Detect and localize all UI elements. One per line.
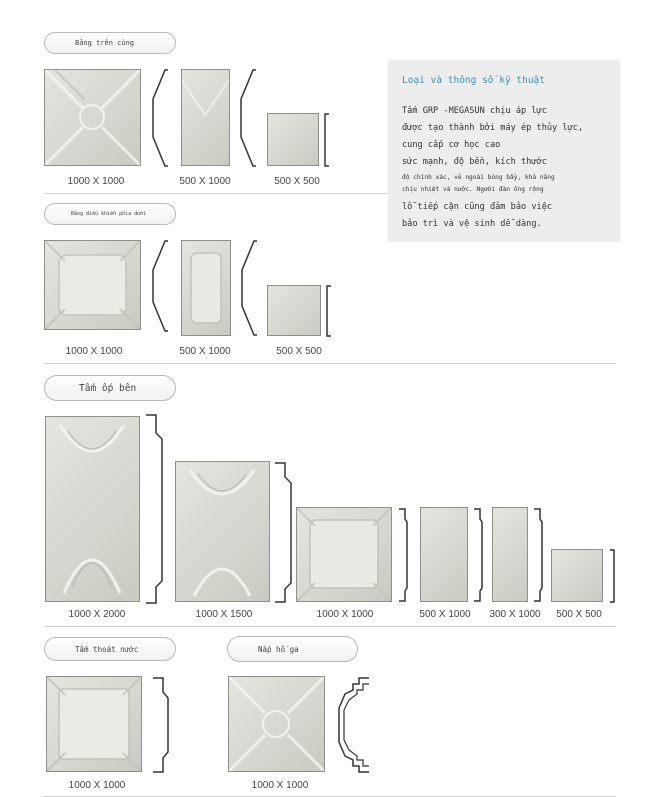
side-panel-300x1000-image [492, 507, 528, 602]
side-panel-500-profile [472, 507, 484, 603]
size-label: 1000 X 2000 [68, 609, 126, 620]
manhole-cover-profile [333, 676, 373, 774]
size-label: 1000 X 1000 [67, 176, 125, 187]
top-panel-500x1000-image [181, 69, 230, 166]
top-panel-1000x1000-image [44, 69, 141, 166]
specifications-box [388, 60, 620, 242]
spec-line: được tạo thành bởi máy ép thủy lực, [402, 123, 584, 133]
top-panel-500-profile [237, 69, 259, 167]
top-panel-500x500-image [267, 113, 319, 166]
size-label: 300 X 1000 [489, 609, 541, 620]
section-title-manhole-cover [227, 636, 358, 662]
manhole-cover-1000x1000-image [228, 676, 325, 772]
section-title-side-panel-text: Tấm ốp bên [79, 382, 137, 394]
side-panel-1000x2000-image [45, 416, 140, 602]
size-label: 1000 X 1500 [195, 609, 253, 620]
section-title-bottom-panel-text: Bảng điều khiển phía dưới [71, 211, 147, 217]
bottom-panel-500-profile [238, 240, 260, 336]
bottom-panel-500x500-profile [325, 285, 333, 337]
section-title-top-panel-text: Bảng trên cùng [75, 39, 135, 47]
size-label: 500 X 500 [556, 609, 602, 620]
size-label: 1000 X 1000 [251, 780, 309, 791]
section-title-drain-panel [44, 637, 176, 661]
spec-line: cung cấp cơ học cao [402, 140, 501, 150]
section-title-manhole-cover-text: Nắp hố ga [258, 644, 299, 654]
section-title-drain-panel-text: Tấm thoát nước [75, 644, 139, 654]
side-panel-500x500-profile [608, 549, 616, 603]
section-title-top-panel [44, 32, 176, 54]
top-panel-1000-profile [149, 69, 171, 167]
side-panel-2000-profile [144, 413, 166, 605]
bottom-panel-500x500-image [267, 285, 321, 336]
size-label: 500 X 1000 [179, 346, 231, 357]
section-title-side-panel [44, 375, 176, 401]
spec-line: sức mạnh, độ bền, kích thước [402, 157, 547, 167]
size-label: 500 X 500 [276, 346, 322, 357]
side-panel-1000x1500-image [175, 461, 270, 602]
drain-panel-1000x1000-image [46, 676, 142, 772]
divider [44, 626, 616, 627]
bottom-panel-1000x1000-image [44, 240, 141, 330]
size-label: 1000 X 1000 [65, 346, 123, 357]
spec-line: chịu nhiệt và nước. Người đàn ông rộng [402, 186, 544, 193]
divider [44, 363, 616, 364]
size-label: 500 X 1000 [419, 609, 471, 620]
bottom-panel-500x1000-image [181, 240, 231, 336]
spec-line: lỗ tiếp cận cũng đảm bảo việc [402, 202, 553, 212]
top-panel-relief [45, 70, 140, 165]
side-panel-300-profile [532, 507, 544, 603]
size-label: 1000 X 1000 [68, 780, 126, 791]
side-panel-1000-profile [397, 507, 409, 603]
spec-line: bảo trì và vệ sinh dễ dàng. [402, 219, 542, 229]
size-label: 500 X 500 [274, 176, 320, 187]
top-panel-500x500-profile [323, 113, 331, 167]
bottom-panel-1000-profile [149, 240, 171, 332]
specifications-title: Loại và thông số kỹ thuật [402, 75, 545, 86]
spec-line: độ chính xác, vẻ ngoài bóng bẩy, khả năng [402, 174, 555, 181]
section-title-bottom-panel [44, 203, 176, 225]
size-label: 500 X 1000 [179, 176, 231, 187]
size-label: 1000 X 1000 [316, 609, 374, 620]
side-panel-1000x1000-image [296, 507, 392, 602]
drain-panel-profile [151, 676, 171, 774]
side-panel-500x500-image [551, 549, 603, 602]
side-panel-500x1000-image [420, 507, 468, 602]
spec-line: Tấm GRP -MEGASUN chịu áp lực [402, 106, 547, 116]
side-panel-1500-profile [273, 461, 295, 604]
